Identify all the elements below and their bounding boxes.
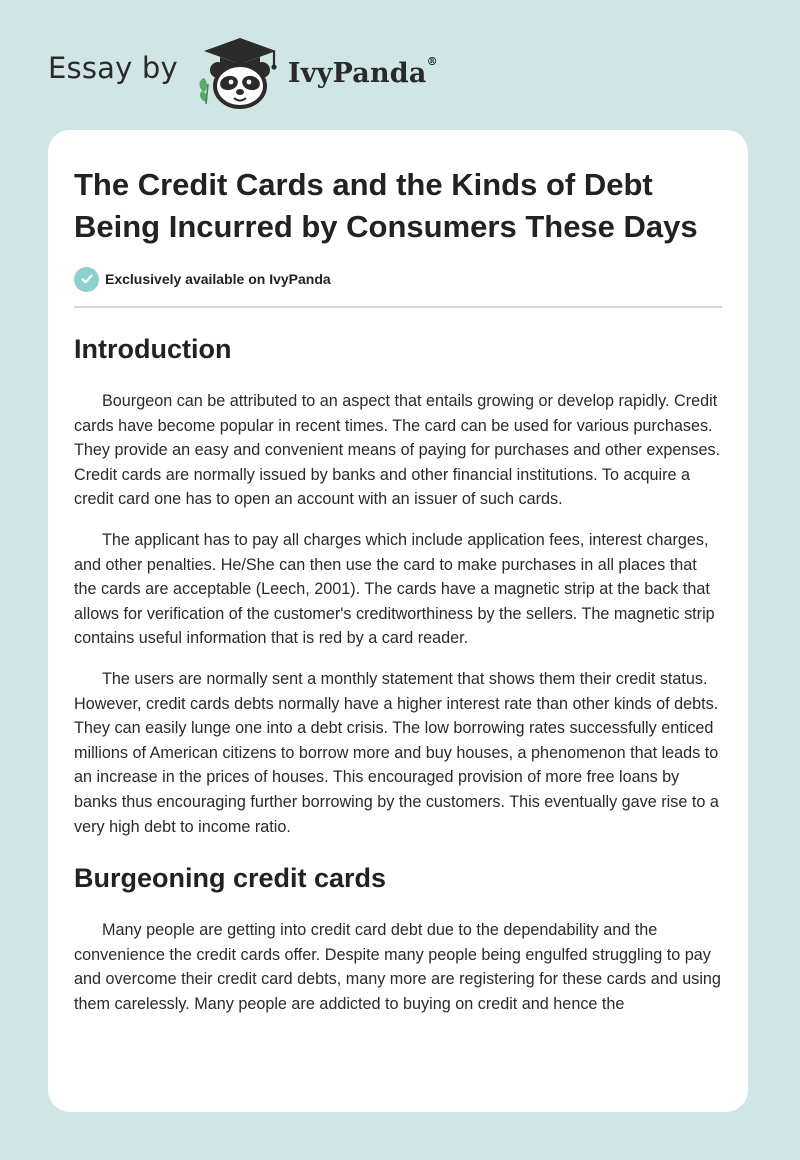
essay-card [48,130,748,1112]
paragraph: The applicant has to pay all charges which include application fees, interest charges, and other penalties. He/She can then use the card to make purchases in all places that the cards are acceptable (Leech, 2001). The cards have a magnetic strip at the back that allows for verification of the customer's creditworthiness by the sellers. The magnetic strip contains useful information that is red by a card reader. [74,530,715,648]
site-header [48,34,438,110]
essay-title: The Credit Cards and the Kinds of Debt Being Incurred by Consumers These Days [74,167,698,244]
section-heading: Introduction [74,334,232,364]
brand-name-text: IvyPanda [287,57,427,89]
check-circle-icon [74,267,99,292]
essay-by-label: Essay by [48,51,178,85]
panda-logo-icon[interactable] [194,34,286,110]
paragraph: The users are normally sent a monthly statement that shows them their credit status. However, credit cards debts normally have a higher interest rate than other kinds of debts. They can easily lunge one into a debt crisis. The low borrowing rates successfully enticed millions of American citizens to borrow more and buy houses, a phenomenon that leads to an increase in the prices of houses. This encouraged provision of more free loans by banks thus encouraging further borrowing by the customers. This eventually gave rise to a very high debt to income ratio. [74,669,719,836]
section-introduction [74,332,722,839]
exclusive-label: Exclusively available on IvyPanda [105,271,331,287]
registered-mark: ® [426,54,438,68]
divider [74,306,722,308]
paragraph: Many people are getting into credit card debt due to the dependability and the convenience the credit cards offer. Despite many people being engulfed struggling to pay and overcome their credit card debts, many more are registering for these cards and using them carelessly. Many people are addicted to buying on credit and hence the [74,921,721,1013]
brand-name[interactable] [287,54,438,89]
section-heading: Burgeoning credit cards [74,863,387,894]
section-burgeoning-credit-cards [74,861,722,1016]
exclusive-badge [74,266,722,292]
paragraph: Bourgeon can be attributed to an aspect that entails growing or develop rapidly. Credit cards have become popular in recent times. The card can be used for various purchases. They provide an easy and convenient means of paying for purchases and other expenses. Credit cards are normally issued by banks and other financial institutions. To acquire a credit card one has to open an account with an issuer of such cards. [74,392,721,509]
